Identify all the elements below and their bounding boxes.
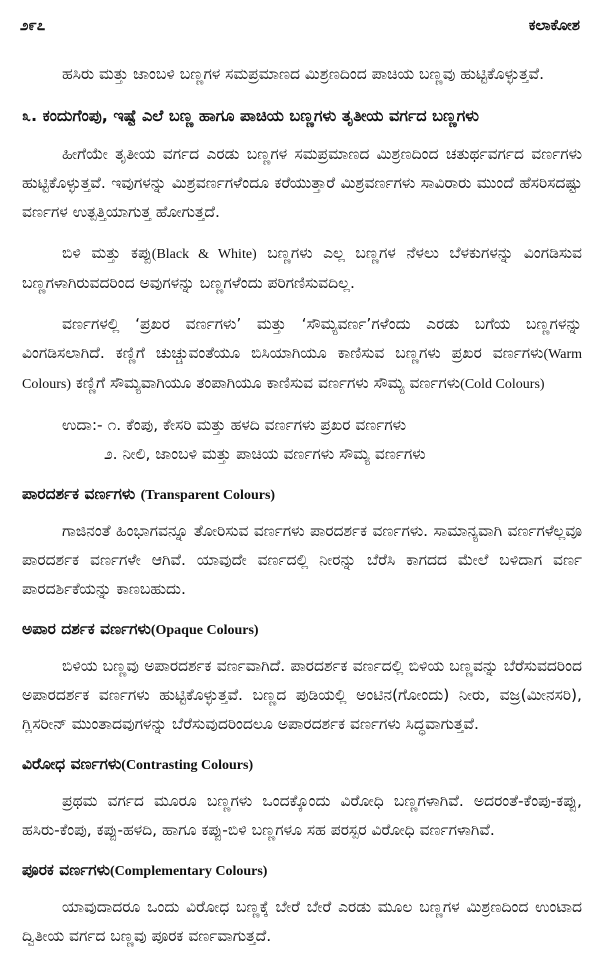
examples-block xyxy=(22,411,582,469)
section-heading-transparent xyxy=(22,481,582,509)
page-header xyxy=(20,14,580,36)
intro-paragraph: ಹಸಿರು ಮತ್ತು ಜಾಂಬಳಿ ಬಣ್ಣಗಳ ಸಮಪ್ರಮಾಣದ ಮಿಶ್ರಣದಿಂದ ಪಾಚಿಯ ಬಣ್ಣವು ಹುಟ್ಟಿಕೊಳ್ಳುತ್ತವೆ. xyxy=(62,65,545,83)
contrasting-paragraph: ಪ್ರಥಮ ವರ್ಗದ ಮೂರೂ ಬಣ್ಣಗಳು ಒಂದಕ್ಕೊಂದು ವಿರೋಧಿ ಬಣ್ಣಗಳಾಗಿವೆ. ಅದರಂತೆ-ಕೆಂಪು-ಕಪ್ಪು, ಹಸಿರು-ಕೆಂಪು, ಕಪ್ಪು-ಹಳದಿ, ಹಾಗೂ ಕಪ್ಪು-ಬಿಳಿ ಬಣ್ಣಗಳೂ ಸಹ ಪರಸ್ಪರ ವಿರೋಧಿ ವರ್ಣಗಳಾಗಿವೆ. xyxy=(22,792,582,839)
tertiary-mix-paragraph: ಹೀಗೆಯೇ ತೃತೀಯ ವರ್ಗದ ಎರಡು ಬಣ್ಣಗಳ ಸಮಪ್ರಮಾಣದ ಮಿಶ್ರಣದಿಂದ ಚತುರ್ಥವರ್ಗದ ವರ್ಣಗಳು ಹುಟ್ಟಿಕೊಳ್ಳುತ್ತವೆ. ಇವುಗಳನ್ನು ಮಿಶ್ರವರ್ಣಗಳೆಂದೂ ಕರೆಯುತ್ತಾರೆ ಮಿಶ್ರವರ್ಣಗಳು ಸಾವಿರಾರು ಮುಂದೆ ಹೆಸರಿಸದಷ್ಟು ವರ್ಣಗಳ ಉತ್ಪತ್ತಿಯಾಗುತ್ತ ಹೋಗುತ್ತದೆ. xyxy=(22,145,582,221)
example-line-1: ಉದಾ:- ೧. ಕೆಂಪು, ಕೇಸರಿ ಮತ್ತು ಹಳದಿ ವರ್ಣಗಳು ಪ್ರಖರ ವರ್ಣಗಳು xyxy=(62,416,407,434)
opaque-heading-en: (Opaque Colours) xyxy=(150,623,259,638)
contrasting-heading-kn: ವಿರೋಧ ವರ್ಣಗಳು xyxy=(22,755,122,773)
complementary-paragraph: ಯಾವುದಾದರೂ ಒಂದು ವಿರೋಧ ಬಣ್ಣಕ್ಕೆ ಬೇರೆ ಬೇರೆ ಎರಡು ಮೂಲ ಬಣ್ಣಗಳ ಮಿಶ್ರಣದಿಂದ ಉಂಟಾದ ದ್ವಿತೀಯ ವರ್ಗದ ಬಣ್ಣವು ಪೂರಕ ವರ್ಣವಾಗುತ್ತದೆ. xyxy=(22,898,582,945)
black-white-text-a: ಬಿಳಿ ಮತ್ತು ಕಪ್ಪು xyxy=(62,244,152,262)
warm-cold-text-a: ವರ್ಣಗಳಲ್ಲಿ ‘ಪ್ರಖರ ವರ್ಣಗಳು’ ಮತ್ತು ‘ಸೌಮ್ಯವರ್ಣ’ಗಳೆಂದು ಎರಡು ಬಗೆಯ ಬಣ್ಣಗಳನ್ನು ವಿಂಗಡಿಸಲಾಗಿದೆ. ಕಣ್ಣಿಗೆ ಚುಚ್ಚುವಂತೆಯೂ ಬಿಸಿಯಾಗಿಯೂ ಕಾಣಿಸುವ ಬಣ್ಣಗಳು ಪ್ರಖರ ವರ್ಣಗಳು xyxy=(22,315,582,362)
page-number: ೨೯೭ xyxy=(20,16,46,34)
opaque-paragraph: ಬಿಳಿಯ ಬಣ್ಣವು ಅಪಾರದರ್ಶಕ ವರ್ಣವಾಗಿದೆ. ಪಾರದರ್ಶಕ ವರ್ಣದಲ್ಲಿ ಬಿಳಿಯ ಬಣ್ಣವನ್ನು ಬೆರೆಸುವದರಿಂದ ಅಪಾರದರ್ಶಕ ವರ್ಣಗಳು ಹುಟ್ಟಿಕೊಳ್ಳುತ್ತವೆ. ಬಣ್ಣದ ಪುಡಿಯಲ್ಲಿ ಅಂಟಿನ(ಗೋಂದು) ನೀರು, ವಜ್ರ(ಮೀನಸರಿ), ಗ್ಲಿಸರೀನ್ ಮುಂತಾದವುಗಳನ್ನು ಬೆರೆಸುವುದರಿಂದಲೂ ಅಪಾರದರ್ಶಕ ವರ್ಣಗಳು ಸಿದ್ಧವಾಗುತ್ತವೆ. xyxy=(22,657,582,733)
transparent-heading-en: (Transparent Colours) xyxy=(140,488,276,503)
book-title: ಕಲಾಕೋಶ xyxy=(528,16,580,34)
section-heading-complementary xyxy=(22,857,582,885)
warm-cold-paragraph xyxy=(22,310,582,399)
page-content xyxy=(22,60,582,963)
section-heading-opaque xyxy=(22,616,582,644)
warm-colours-english: (Warm Colours) xyxy=(22,347,582,392)
contrasting-heading-en: (Contrasting Colours) xyxy=(121,758,254,773)
numbered-item-heading: ೩. ಕಂದುಗೆಂಪು, ಇಷ್ಟೆ ಎಲೆ ಬಣ್ಣ ಹಾಗೂ ಪಾಚಿಯ ಬಣ್ಣಗಳು ತೃತೀಯ ವರ್ಗದ ಬಣ್ಣಗಳು xyxy=(22,106,479,125)
transparent-heading-kn: ಪಾರದರ್ಶಕ ವರ್ಣಗಳು xyxy=(22,485,136,503)
opaque-heading-kn: ಅಪಾರ ದರ್ಶಕ ವರ್ಣಗಳು xyxy=(22,620,151,638)
complementary-heading-kn: ಪೂರಕ ವರ್ಣಗಳು xyxy=(22,861,110,879)
black-white-english: (Black & White) xyxy=(151,247,257,262)
complementary-heading-en: (Complementary Colours) xyxy=(109,864,268,879)
section-heading-contrasting xyxy=(22,751,582,779)
warm-cold-text-b: ಕಣ್ಣಿಗೆ ಸೌಮ್ಯವಾಗಿಯೂ ತಂಪಾಗಿಯೂ ಕಾಣಿಸುವ ವರ್ಣಗಳು ಸೌಮ್ಯ ವರ್ಣಗಳು xyxy=(71,374,461,392)
black-white-text-b: ಬಣ್ಣಗಳು ಎಲ್ಲ ಬಣ್ಣಗಳ ನೆಳಲು ಬೆಳಕುಗಳನ್ನು ವಿಂಗಡಿಸುವ ಬಣ್ಣಗಳಾಗಿರುವದರಿಂದ ಅವುಗಳನ್ನು ಬಣ್ಣಗಳೆಂದು ಪರಿಗಣಿಸುವದಿಲ್ಲ. xyxy=(22,244,582,292)
example-line-2: ೨. ನೀಲಿ, ಜಾಂಬಳಿ ಮತ್ತು ಪಾಚಿಯ ವರ್ಣಗಳು ಸೌಮ್ಯ ವರ್ಣಗಳು xyxy=(104,445,426,463)
black-white-paragraph xyxy=(22,239,582,298)
cold-colours-english: (Cold Colours) xyxy=(460,377,545,392)
transparent-paragraph: ಗಾಜಿನಂತೆ ಹಿಂಭಾಗವನ್ನೂ ತೋರಿಸುವ ವರ್ಣಗಳು ಪಾರದರ್ಶಕ ವರ್ಣಗಳು. ಸಾಮಾನ್ಯವಾಗಿ ವರ್ಣಗಳೆಲ್ಲವೂ ಪಾರದರ್ಶಕ ವರ್ಣಗಳೇ ಆಗಿವೆ. ಯಾವುದೇ ವರ್ಣದಲ್ಲಿ ನೀರನ್ನು ಬೆರೆಸಿ ಕಾಗದದ ಮೇಲೆ ಬಳಿದಾಗ ವರ್ಣ ಪಾರದರ್ಶಿಕೆಯನ್ನು ಕಾಣಬಹುದು. xyxy=(22,522,582,598)
